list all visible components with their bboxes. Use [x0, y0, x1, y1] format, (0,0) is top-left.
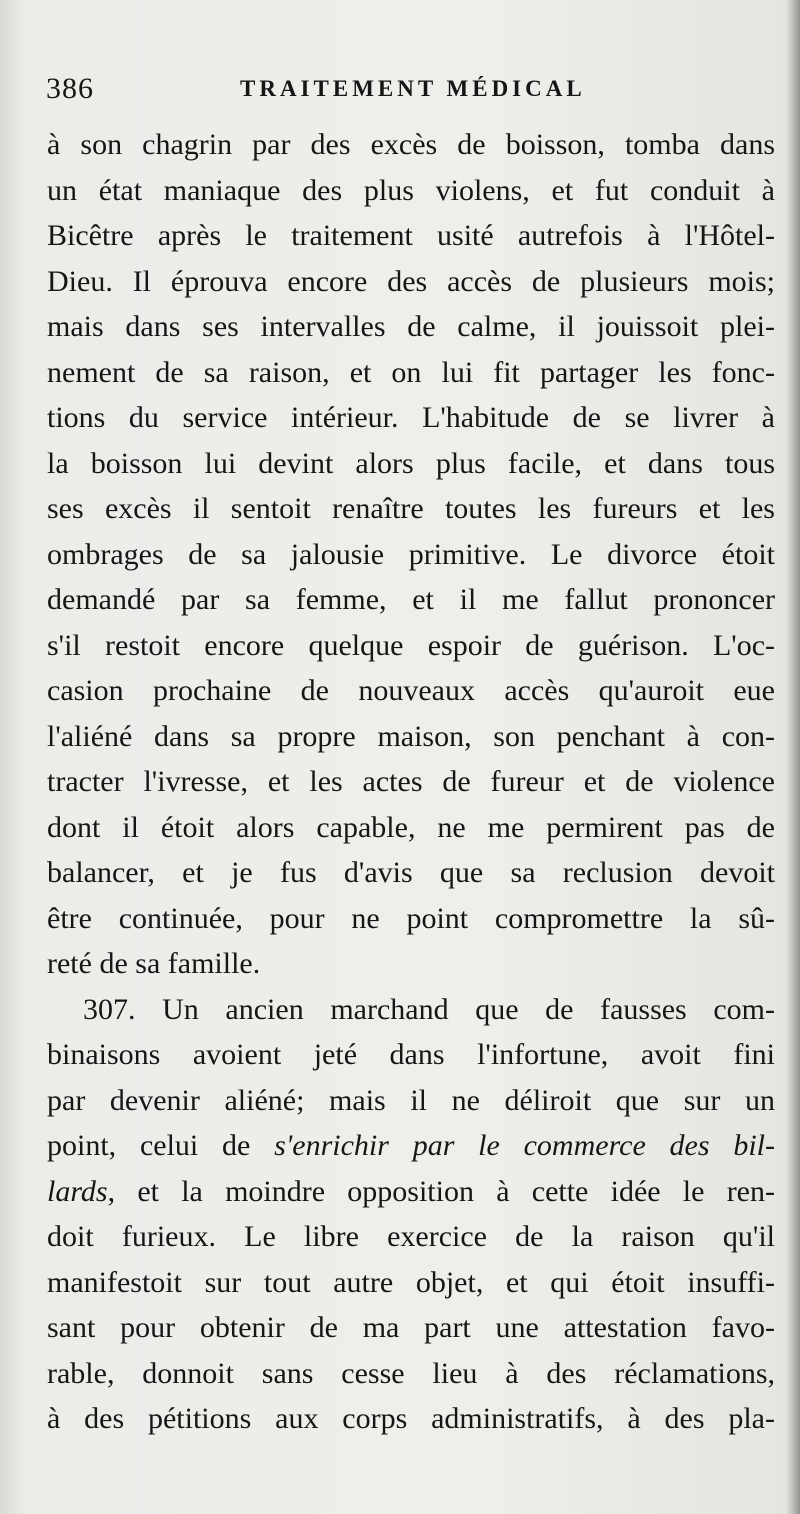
text-line: mais dans ses intervalles de calme, il jouissoit plei-	[47, 310, 775, 343]
text-line: demandé par sa femme, et il me fallut prononcer	[47, 583, 775, 616]
text-line: l'aliéné dans sa propre maison, son penchant à con-	[47, 719, 775, 753]
text-line: binaisons avoient jeté dans l'infortune, avoit fini	[47, 1038, 775, 1071]
paragraph-end-line: reté de sa famille.	[47, 947, 261, 980]
text-line: ses excès il sentoit renaître toutes les fureurs et les	[47, 492, 775, 525]
page-number: 386	[46, 72, 94, 105]
body-text	[47, 122, 775, 1442]
text-line: casion prochaine de nouveaux accès qu'auroit eue	[47, 674, 775, 707]
text-line: un état maniaque des plus violens, et fut conduit à	[47, 173, 775, 207]
text-line: sant pour obtenir de ma part une attestation favo-	[47, 1311, 775, 1344]
text-line-with-italic	[47, 1169, 775, 1215]
text-line: à des pétitions aux corps administratifs, à des pla-	[47, 1402, 775, 1435]
text-line: doit furieux. Le libre exercice de la raison qu'il	[47, 1220, 775, 1253]
text-line: la boisson lui devint alors plus facile, et dans tous	[47, 446, 775, 480]
text-line: ombrages de sa jalousie primitive. Le divorce étoit	[47, 537, 775, 571]
text-line: être continuée, pour ne point compromettre la sû-	[47, 901, 775, 935]
text-line: à son chagrin par des excès de boisson, tomba dans	[47, 128, 775, 161]
page-edge-shadow	[786, 0, 800, 1514]
page-header	[46, 72, 776, 112]
running-head: TRAITEMENT MÉDICAL	[240, 76, 586, 101]
text-line: balancer, et je fus d'avis que sa reclusion devoit	[47, 856, 775, 889]
text-line: nement de sa raison, et on lui fit partager les fonc-	[47, 355, 775, 389]
text-line: Dieu. Il éprouva encore des accès de plusieurs mois;	[47, 264, 775, 298]
text-line: dont il étoit alors capable, ne me permirent pas de	[47, 810, 775, 844]
text-line: rable, donnoit sans cesse lieu à des réclamations,	[47, 1356, 775, 1390]
paragraph-start-line: 307. Un ancien marchand que de fausses com-	[83, 992, 775, 1026]
text-line: manifestoit sur tout autre objet, et qui étoit insuffi-	[47, 1265, 775, 1299]
text-line: tions du service intérieur. L'habitude de se livrer à	[47, 401, 775, 434]
text-line: par devenir aliéné; mais il ne déliroit que sur un	[47, 1083, 775, 1117]
text-line-with-italic	[47, 1123, 775, 1169]
line-text: , et la moindre opposition à cette idée le ren-	[107, 1174, 775, 1208]
line-text: point, celui de	[47, 1129, 275, 1162]
italic-quote: lards	[47, 1174, 108, 1208]
text-line: tracter l'ivresse, et les actes de fureur et de violence	[47, 765, 775, 798]
italic-quote: s'enrichir par le commerce des bil-	[274, 1129, 775, 1162]
text-line: s'il restoit encore quelque espoir de guérison. L'oc-	[47, 628, 775, 662]
text-line: Bicêtre après le traitement usité autrefois à l'Hôtel-	[47, 219, 775, 252]
